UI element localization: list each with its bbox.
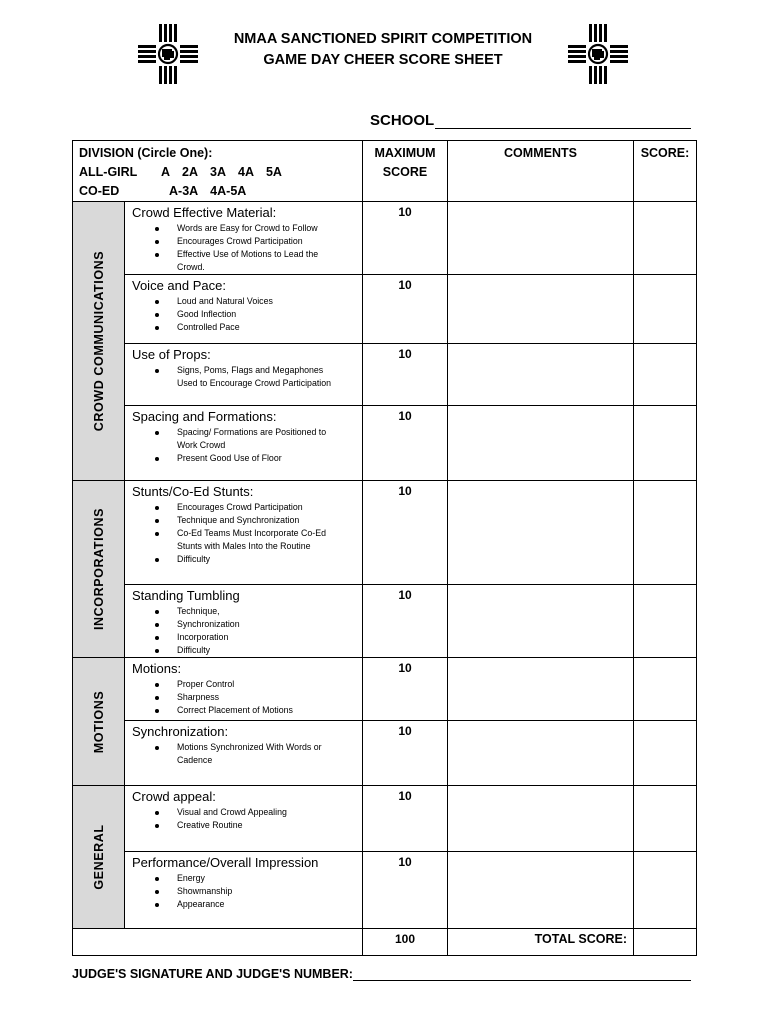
criterion-cell xyxy=(125,585,363,658)
score-input-cell[interactable] xyxy=(634,786,697,852)
criterion-bullet-item: Loud and Natural Voices xyxy=(177,295,356,308)
criterion-bullet-item: Sharpness xyxy=(177,691,356,704)
comments-input-cell[interactable] xyxy=(448,481,634,585)
comments-input-cell[interactable] xyxy=(448,344,634,406)
criterion-bullets xyxy=(132,501,356,566)
school-label: SCHOOL xyxy=(370,112,435,129)
criterion-bullet-item: Difficulty xyxy=(177,553,356,566)
criterion-title: Performance/Overall Impression xyxy=(132,855,319,870)
score-input-cell[interactable] xyxy=(634,202,697,275)
allgirl-option-5a[interactable]: 5A xyxy=(265,165,282,179)
criterion-title: Motions: xyxy=(132,661,182,676)
comments-input-cell[interactable] xyxy=(448,406,634,481)
criterion-bullets xyxy=(132,678,356,717)
criterion-bullets xyxy=(132,872,356,911)
category-label: MOTIONS xyxy=(91,690,106,753)
criterion-title: Use of Props: xyxy=(132,347,211,362)
category-cell xyxy=(73,481,125,658)
allgirl-option-3a[interactable]: 3A xyxy=(210,165,226,179)
criterion-title: Standing Tumbling xyxy=(132,588,240,603)
max-score-value: 10 xyxy=(363,721,448,786)
coed-option-a-3a[interactable]: A-3A xyxy=(169,184,199,198)
criterion-bullet-item: Encourages Crowd Participation xyxy=(177,235,356,248)
criterion-row xyxy=(73,406,697,481)
allgirl-option-2a[interactable]: 2A xyxy=(182,165,199,179)
comments-input-cell[interactable] xyxy=(448,786,634,852)
coed-row xyxy=(79,182,357,201)
comments-input-cell[interactable] xyxy=(448,721,634,786)
criterion-bullet-item: Present Good Use of Floor xyxy=(177,452,356,465)
score-input-cell[interactable] xyxy=(634,344,697,406)
criterion-row xyxy=(73,202,697,275)
criterion-bullets xyxy=(132,741,356,767)
criterion-title: Crowd appeal: xyxy=(132,789,216,804)
max-score-header xyxy=(363,141,448,202)
score-input-cell[interactable] xyxy=(634,852,697,929)
coed-option-4a-5a[interactable]: 4A-5A xyxy=(210,184,247,198)
max-score-value: 10 xyxy=(363,786,448,852)
criterion-bullet-item: Creative Routine xyxy=(177,819,356,832)
score-table xyxy=(72,140,697,956)
total-score-label: TOTAL SCORE: xyxy=(448,929,634,956)
score-input-cell[interactable] xyxy=(634,658,697,721)
comments-input-cell[interactable] xyxy=(448,852,634,929)
criterion-bullet-item: Signs, Poms, Flags and Megaphones Used to Encourage Crowd Participation xyxy=(177,364,356,390)
criterion-cell xyxy=(125,721,363,786)
criterion-row xyxy=(73,585,697,658)
score-input-cell[interactable] xyxy=(634,585,697,658)
criterion-row xyxy=(73,786,697,852)
criterion-bullet-item: Words are Easy for Crowd to Follow xyxy=(177,222,356,235)
score-input-cell[interactable] xyxy=(634,275,697,344)
max-score-value: 10 xyxy=(363,481,448,585)
criterion-bullet-item: Effective Use of Motions to Lead the Crowd. xyxy=(177,248,356,274)
criterion-cell xyxy=(125,275,363,344)
allgirl-option-a[interactable]: A xyxy=(161,165,171,179)
score-header: SCORE: xyxy=(634,141,697,202)
max-score-value: 10 xyxy=(363,852,448,929)
school-field[interactable] xyxy=(370,112,691,129)
criterion-bullet-item: Difficulty xyxy=(177,644,356,657)
max-total-value: 100 xyxy=(363,929,448,956)
max-score-header-line-1: MAXIMUM xyxy=(374,146,436,160)
criterion-bullet-item: Energy xyxy=(177,872,356,885)
category-label: INCORPORATIONS xyxy=(91,507,106,631)
zia-sun-logo-right-icon xyxy=(566,22,630,86)
criterion-title: Spacing and Formations: xyxy=(132,409,277,424)
criterion-row xyxy=(73,852,697,929)
criterion-bullets xyxy=(132,605,356,657)
category-cell xyxy=(73,658,125,786)
zia-sun-logo-left-icon xyxy=(136,22,200,86)
max-score-value: 10 xyxy=(363,406,448,481)
criterion-title: Crowd Effective Material: xyxy=(132,205,277,220)
criterion-bullet-item: Correct Placement of Motions xyxy=(177,704,356,717)
max-score-header-line-2: SCORE xyxy=(382,165,428,179)
score-input-cell[interactable] xyxy=(634,406,697,481)
max-score-value: 10 xyxy=(363,658,448,721)
criterion-row xyxy=(73,721,697,786)
comments-input-cell[interactable] xyxy=(448,585,634,658)
criterion-bullet-item: Technique, xyxy=(177,605,356,618)
criterion-row xyxy=(73,481,697,585)
judge-signature-blank-line[interactable] xyxy=(353,966,691,981)
criterion-bullets xyxy=(132,806,356,832)
score-input-cell[interactable] xyxy=(634,481,697,585)
criterion-bullet-item: Good Inflection xyxy=(177,308,356,321)
total-row xyxy=(73,929,697,956)
score-input-cell[interactable] xyxy=(634,721,697,786)
comments-header: COMMENTS xyxy=(448,141,634,202)
criterion-cell xyxy=(125,786,363,852)
criterion-title: Synchronization: xyxy=(132,724,229,739)
title-line-2: GAME DAY CHEER SCORE SHEET xyxy=(263,52,503,68)
judge-signature-label: JUDGE'S SIGNATURE AND JUDGE'S NUMBER: xyxy=(72,967,353,981)
coed-options xyxy=(161,182,258,201)
division-label: DIVISION (Circle One): xyxy=(79,146,213,160)
criterion-title: Stunts/Co-Ed Stunts: xyxy=(132,484,254,499)
comments-input-cell[interactable] xyxy=(448,202,634,275)
category-label: GENERAL xyxy=(91,824,106,890)
criterion-bullet-item: Controlled Pace xyxy=(177,321,356,334)
max-score-value: 10 xyxy=(363,585,448,658)
comments-input-cell[interactable] xyxy=(448,658,634,721)
max-score-value: 10 xyxy=(363,344,448,406)
criterion-bullet-item: Proper Control xyxy=(177,678,356,691)
criterion-bullet-item: Co-Ed Teams Must Incorporate Co-Ed Stunts with Males Into the Routine xyxy=(177,527,356,553)
criterion-bullet-item: Appearance xyxy=(177,898,356,911)
page-title xyxy=(200,29,566,71)
criterion-bullet-item: Spacing/ Formations are Positioned to Work Crowd xyxy=(177,426,356,452)
criterion-bullets xyxy=(132,295,356,334)
school-blank-line[interactable] xyxy=(435,112,691,129)
title-line-1: NMAA SANCTIONED SPIRIT COMPETITION xyxy=(233,31,533,47)
criterion-bullets xyxy=(132,426,356,465)
category-label: CROWD COMMUNICATIONS xyxy=(91,250,106,432)
criterion-bullet-item: Synchronization xyxy=(177,618,356,631)
criterion-row xyxy=(73,275,697,344)
criterion-bullet-item: Showmanship xyxy=(177,885,356,898)
coed-label: CO-ED xyxy=(79,184,120,198)
criterion-cell xyxy=(125,202,363,275)
table-header-row xyxy=(73,141,697,202)
criterion-bullet-item: Encourages Crowd Participation xyxy=(177,501,356,514)
criterion-bullet-item: Incorporation xyxy=(177,631,356,644)
total-score-input-cell[interactable] xyxy=(634,929,697,956)
comments-input-cell[interactable] xyxy=(448,275,634,344)
allgirl-option-4a[interactable]: 4A xyxy=(238,165,254,179)
criterion-title: Voice and Pace: xyxy=(132,278,226,293)
allgirl-label: ALL-GIRL xyxy=(79,165,138,179)
criterion-cell xyxy=(125,406,363,481)
criterion-bullets xyxy=(132,222,356,274)
criterion-bullet-item: Technique and Synchronization xyxy=(177,514,356,527)
criterion-row xyxy=(73,658,697,721)
max-score-value: 10 xyxy=(363,202,448,275)
criterion-bullet-item: Motions Synchronized With Words or Cadence xyxy=(177,741,356,767)
allgirl-options xyxy=(161,163,294,182)
total-empty-cell xyxy=(73,929,363,956)
criterion-cell xyxy=(125,481,363,585)
criterion-bullets xyxy=(132,364,356,390)
criterion-bullet-item: Visual and Crowd Appealing xyxy=(177,806,356,819)
criterion-row xyxy=(73,344,697,406)
criterion-cell xyxy=(125,852,363,929)
division-cell xyxy=(73,141,363,202)
criterion-cell xyxy=(125,344,363,406)
category-cell xyxy=(73,202,125,481)
category-cell xyxy=(73,786,125,929)
max-score-value: 10 xyxy=(363,275,448,344)
allgirl-row xyxy=(79,163,357,182)
judge-signature-field[interactable] xyxy=(72,966,691,981)
criterion-cell xyxy=(125,658,363,721)
